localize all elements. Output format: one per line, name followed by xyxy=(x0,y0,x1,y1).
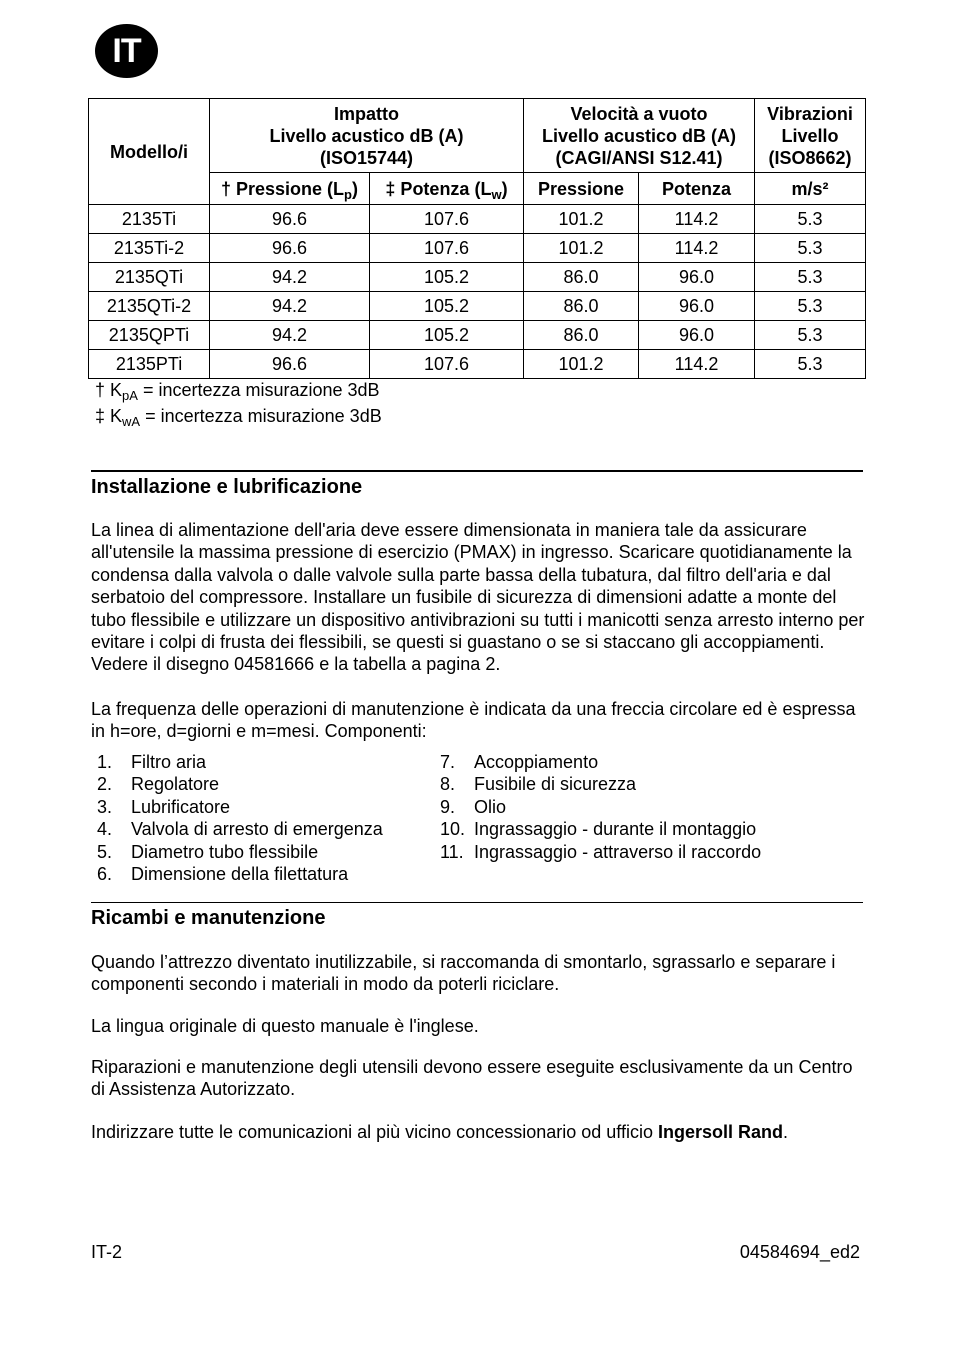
section-divider xyxy=(91,470,863,472)
table-row: 2135QPTi 94.2 105.2 86.0 96.0 5.3 xyxy=(89,321,866,350)
header-model: Modello/i xyxy=(89,99,210,205)
list-item: 10. Ingrassaggio - durante il montaggio xyxy=(440,819,757,840)
header-free-speed: Velocità a vuoto Livello acustico dB (A) (CAGI/ANSI S12.41) xyxy=(524,99,755,173)
install-section-title: Installazione e lubrificazione xyxy=(91,476,363,498)
footnote-pressure: † $K_{pA}$ = incertezza misurazione 3dB xyxy=(95,380,380,403)
noise-vibration-table xyxy=(88,98,866,379)
brand-name: Ingersoll Rand xyxy=(657,1122,783,1142)
list-item: 5. Diametro tubo flessibile xyxy=(97,841,319,862)
table-row: 2135QTi-2 94.2 105.2 86.0 96.0 5.3 xyxy=(89,292,866,321)
install-paragraph: La linea di alimentazione dell'aria deve essere dimensionata in maniera tale da assicurare all'utensile la massima pressione di esercizio (PMAX) in ingresso. Scaricare quotidianamente la condensa dalla valvola o dalle valvole sulla parte bassa della tubatura, dal filtro dell'aria e dal serbatoio del compressore. Installare un fusibile di sicurezza di dimensioni adatte a monte del tubo flessibile e utilizzare un dispositivo antivibrazioni su tutti i manicotti senza arresto interno per evitare i colpi di frusta dei flessibili, se questi si guastano o se si staccano gli accoppiamenti. Vedere il disegno 04581666 e la tabella a pagina 2. xyxy=(91,520,865,675)
table-row: 2135Ti 96.6 107.6 101.2 114.2 5.3 xyxy=(89,205,866,234)
list-item: 1. Filtro aria xyxy=(97,752,207,772)
install-components-intro: La frequenza delle operazioni di manutenzione è indicata da una freccia circolare ed è espressa in h=ore, d=giorni e m=mesi. Componenti: xyxy=(91,699,856,742)
table-row: 2135PTi 96.6 107.6 101.2 114.2 5.3 xyxy=(89,350,866,379)
contact-paragraph: Indirizzare tutte le comunicazioni al più vicino concessionario od ufficio Ingersoll Rand. xyxy=(91,1122,788,1142)
language-badge: IT xyxy=(95,24,158,78)
table-row: 2135Ti-2 96.6 107.6 101.2 114.2 5.3 xyxy=(89,234,866,263)
header-vib-unit: m/s² xyxy=(755,173,866,205)
repairs-paragraph: Riparazioni e manutenzione degli utensili devono essere eseguite esclusivamente da un Centro di Assistenza Autorizzato. xyxy=(91,1057,853,1100)
list-item: 6. Dimensione della filettatura xyxy=(97,864,349,885)
header-power: Potenza xyxy=(639,173,755,205)
table-footnotes xyxy=(95,377,382,429)
table-row: 2135QTi 94.2 105.2 86.0 96.0 5.3 xyxy=(89,263,866,292)
list-item: 7. Accoppiamento xyxy=(440,752,599,772)
list-item: 8. Fusibile di sicurezza xyxy=(440,774,637,795)
list-item: 11. Ingrassaggio - attraverso il raccordo xyxy=(440,841,762,862)
document-id: 04584694_ed2 xyxy=(739,1242,860,1262)
header-pressure-lp: † Pressione $(L_p)$ xyxy=(210,173,370,205)
recycling-paragraph: Quando l’attrezzo diventato inutilizzabile, si raccomanda di smontarlo, sgrassarlo e separare i componenti secondo i materiali in modo da poterli riciclare. xyxy=(91,952,836,995)
original-language-paragraph: La lingua originale di questo manuale è l'inglese. xyxy=(91,1016,479,1036)
header-impact: Impatto Livello acustico dB (A) (ISO15744) xyxy=(210,99,524,173)
components-list-right xyxy=(440,751,761,863)
list-item: 3. Lubrificatore xyxy=(97,796,231,817)
list-item: 9. Olio xyxy=(440,796,507,817)
header-power-lw: ‡ Potenza $(L_w)$ xyxy=(370,173,524,205)
list-item: 4. Valvola di arresto di emergenza xyxy=(97,819,383,840)
parts-section-title: Ricambi e manutenzione xyxy=(91,907,326,929)
section-divider xyxy=(91,902,863,903)
header-vibration: Vibrazioni Livello (ISO8662) xyxy=(755,99,866,173)
components-list-left xyxy=(97,751,383,885)
header-pressure: Pressione xyxy=(524,173,639,205)
page-number: IT-2 xyxy=(91,1242,123,1262)
footnote-power: ‡ $K_{wA}$ = incertezza misurazione 3dB xyxy=(95,406,382,429)
list-item: 2. Regolatore xyxy=(97,774,220,795)
